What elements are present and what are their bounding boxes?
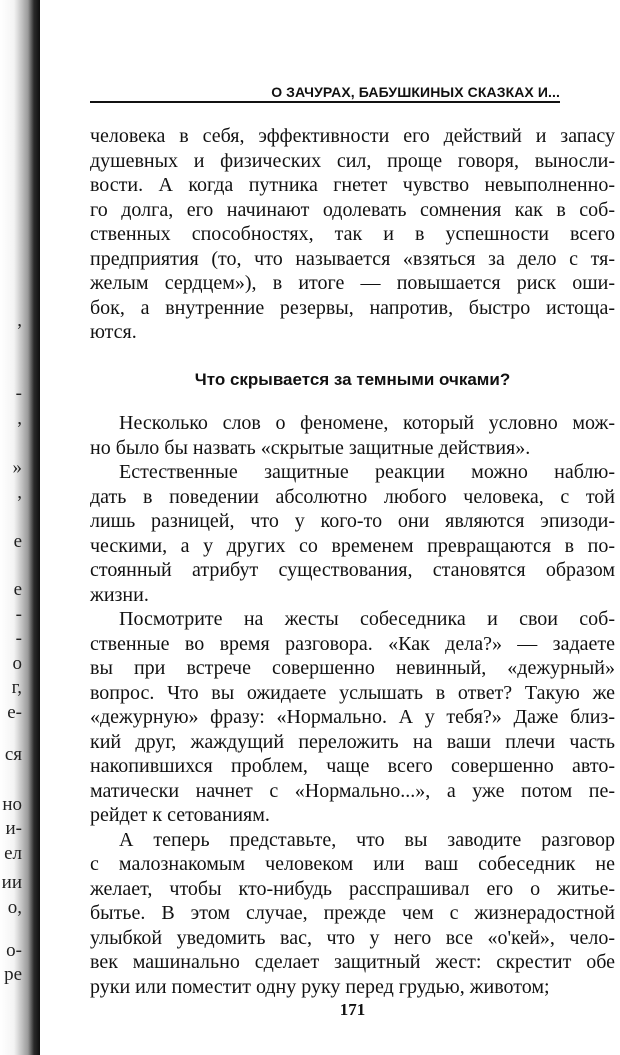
text-line: душевных и физических сил, проще говоря, выносли- xyxy=(90,149,615,172)
text-line: рейдет к сетованиям. xyxy=(90,804,270,826)
text-line: стоянный атрибут существования, становятся образом xyxy=(90,559,615,581)
facing-page-fragment: ре xyxy=(4,964,22,985)
text-line: ческими, а у других со временем превращаются в по- xyxy=(90,534,615,557)
text-line: ются. xyxy=(90,321,137,343)
facing-page-fragment: о- xyxy=(6,940,22,961)
text-line: жизни. xyxy=(90,583,149,606)
facing-page-fragment: - xyxy=(15,628,22,649)
facing-page-fragment: е xyxy=(13,531,22,552)
section-title: Что скрывается за темными очками? xyxy=(194,370,511,389)
facing-page-fragment: - xyxy=(15,604,22,625)
facing-page-fragment: г, xyxy=(11,677,22,698)
facing-page-fragment: ии xyxy=(1,872,22,893)
facing-page-fragment: ся xyxy=(4,744,22,765)
facing-page-fragment: е xyxy=(13,579,22,600)
facing-page-fragment: » xyxy=(12,457,22,478)
text-line: дать в поведении абсолютно любого человека, с той xyxy=(90,485,615,508)
facing-page-fragment: ел xyxy=(4,843,22,864)
facing-page-fragment: , xyxy=(17,408,22,429)
text-line: Несколько слов о феномене, который условно мож- xyxy=(119,412,615,434)
text-line: «дежурную» фразу: «Нормально. А у тебя?» Даже близ- xyxy=(90,706,615,728)
paragraph-continued xyxy=(90,124,615,345)
text-line: предприятия (то, что называется «взяться за дело с тя- xyxy=(90,247,615,270)
text-line: вости. А когда путника гнетет чувство невыполненно- xyxy=(90,174,615,196)
text-line: лишь разницей, что у кого-то они являются эпизоди- xyxy=(90,510,615,532)
text-line: но было бы назвать «скрытые защитные действия». xyxy=(90,436,531,459)
text-line: кий друг, жаждущий переложить на ваши плечи часть xyxy=(90,730,615,753)
header-rule xyxy=(90,101,560,103)
facing-page-fragment: и- xyxy=(5,818,22,839)
text-line: Естественные защитные реакции можно наблю- xyxy=(119,461,615,483)
text-line: руки или поместит одну руку перед грудью, животом; xyxy=(90,975,550,998)
text-line: человека в себя, эффективности его действий и запасу xyxy=(90,125,615,147)
text-line: матически начнет с «Нормально...», а уже потом пе- xyxy=(90,779,615,802)
text-line: ственные во время разговора. «Как дела?» — задаете xyxy=(90,632,615,655)
facing-page-fragment: , xyxy=(17,482,22,503)
text-line: Посмотрите на жесты собеседника и свои соб- xyxy=(119,608,615,630)
text-line: накопившихся проблем, чаще всего совершенно авто- xyxy=(90,755,615,777)
text-line: вы при встрече совершенно невинный, «дежурный» xyxy=(90,657,615,679)
text-line: бок, а внутренние резервы, напротив, быстро истоща- xyxy=(90,296,615,319)
section-body xyxy=(90,411,615,999)
text-line: го долга, его начинают одолевать сомнения как в соб- xyxy=(90,198,615,221)
facing-page-bleed xyxy=(0,0,24,1055)
facing-page-fragment: - xyxy=(15,383,22,404)
facing-page-fragment: е- xyxy=(7,702,22,723)
text-line: век машинально сделает защитный жест: скрестит обе xyxy=(90,951,615,973)
text-line: с малознакомым человеком или ваш собеседник не xyxy=(90,853,615,875)
text-line: А теперь представьте, что вы заводите разговор xyxy=(119,828,615,851)
text-line: улыбкой уведомить вас, что у него все «о'кей», чело- xyxy=(90,926,615,949)
text-line: желает, чтобы кто-нибудь расспрашивал его о житье- xyxy=(90,877,615,900)
text-line: ственных способностях, так и в успешности всего xyxy=(90,223,615,245)
text-line: желым сердцем»), в итоге — повышается риск оши- xyxy=(90,272,615,294)
facing-page-fragment: о xyxy=(12,653,22,674)
text-line: вопрос. Что вы ожидаете услышать в ответ? Такую же xyxy=(90,681,615,704)
running-header: О ЗАЧУРАХ, БАБУШКИНЫХ СКАЗКАХ И... xyxy=(271,84,560,100)
facing-page-fragment: о, xyxy=(7,897,22,918)
facing-page-fragment: , xyxy=(17,310,22,331)
text-line: бытье. В этом случае, прежде чем с жизнерадостной xyxy=(90,902,615,924)
page-number: 171 xyxy=(339,1000,366,1019)
facing-page-fragment: но xyxy=(2,794,22,815)
